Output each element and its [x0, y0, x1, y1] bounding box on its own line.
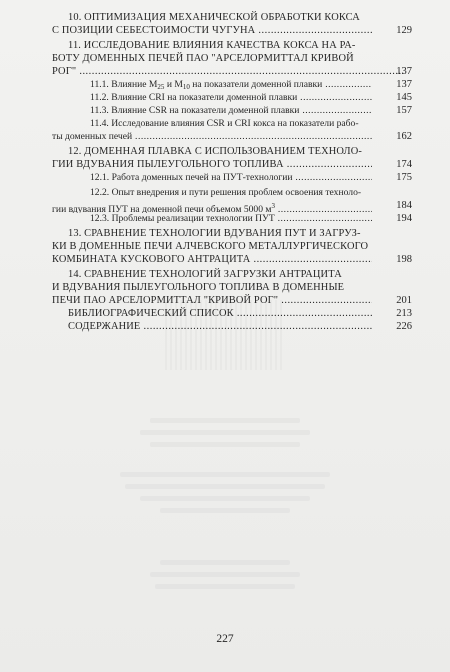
toc-entry — [0, 145, 450, 159]
toc-subentry-title: 12.2. Опыт внедрения и пути решения проблем освоения техноло- — [90, 187, 362, 198]
toc-subentry-title: 12.3. Проблемы реализации технологии ПУТ ..... — [90, 212, 372, 226]
toc-page-number: 198 — [396, 254, 412, 265]
toc-entry-title: 10. ОПТИМИЗАЦИЯ МЕХАНИЧЕСКОЙ ОБРАБОТКИ КОКСА — [68, 12, 360, 23]
show-through-line — [140, 496, 310, 501]
toc-page-number: 194 — [396, 213, 412, 224]
toc-entry-title: БИБЛИОГРАФИЧЕСКИЙ СПИСОК ..... — [68, 307, 372, 321]
show-through-line — [125, 484, 325, 489]
toc-page-number: 175 — [396, 172, 412, 183]
toc-entry-title: РОГ" ..... — [52, 65, 404, 79]
toc-subentry-title: 11.2. Влияние CRI на показатели доменной плавки ..... — [90, 91, 372, 105]
toc-entry — [0, 281, 450, 295]
toc-entry — [0, 39, 450, 53]
toc-entry — [0, 294, 450, 308]
toc-subentry-title: 11.1. Влияние $M_{25}$ и $M_{10}$ на показатели доменной плавки ..... — [90, 78, 372, 92]
toc-subentry — [0, 104, 450, 118]
toc-subentry-title: ты доменных печей ..... — [52, 130, 372, 144]
toc-page-number: 137 — [396, 66, 412, 77]
toc-entry-title: ГИИ ВДУВАНИЯ ПЫЛЕУГОЛЬНОГО ТОПЛИВА ..... — [52, 158, 372, 172]
toc-page-number: 184 — [396, 200, 412, 211]
toc-entry-title: БОТУ ДОМЕННЫХ ПЕЧЕЙ ПАО "АРСЕЛОРМИТТАЛ КРИВОЙ — [52, 53, 354, 64]
toc-entry — [0, 227, 450, 241]
toc-subentry-title: 11.3. Влияние CSR на показатели доменной плавки ..... — [90, 104, 372, 118]
toc-subentry — [0, 117, 450, 131]
show-through-line — [160, 508, 290, 513]
toc-entry-title: 13. СРАВНЕНИЕ ТЕХНОЛОГИИ ВДУВАНИЯ ПУТ И ЗАГРУЗ- — [68, 228, 361, 239]
toc-entry — [0, 158, 450, 172]
toc-page-number: 213 — [396, 308, 412, 319]
show-through-line — [150, 442, 300, 447]
toc-entry — [0, 24, 450, 38]
toc-entry-title: С ПОЗИЦИИ СЕБЕСТОИМОСТИ ЧУГУНА ..... — [52, 24, 372, 38]
toc-entry — [0, 11, 450, 25]
toc-page-number: 174 — [396, 159, 412, 170]
toc-page-number: 129 — [396, 25, 412, 36]
toc-subentry — [0, 130, 450, 144]
toc-entry-title: СОДЕРЖАНИЕ ..... — [68, 320, 372, 334]
toc-subentry-title: 11.4. Исследование влияния CSR и CRI кокса на показатели рабо- — [90, 118, 359, 129]
toc-entry-title: КОМБИНАТА КУСКОВОГО АНТРАЦИТА ..... — [52, 253, 372, 267]
toc-subentry — [0, 212, 450, 226]
toc-subentry — [0, 171, 450, 185]
show-through-line — [150, 418, 300, 423]
toc-entry — [0, 307, 450, 321]
toc-entry-title: И ВДУВАНИЯ ПЫЛЕУГОЛЬНОГО ТОПЛИВА В ДОМЕННЫЕ — [52, 282, 345, 293]
page-number: 227 — [216, 633, 234, 645]
toc-entry — [0, 320, 450, 334]
toc-page-number: 201 — [396, 295, 412, 306]
toc-subentry — [0, 186, 450, 200]
toc-entry — [0, 52, 450, 66]
toc-entry — [0, 240, 450, 254]
show-through-line — [140, 430, 310, 435]
toc-entry-title: 12. ДОМЕННАЯ ПЛАВКА С ИСПОЛЬЗОВАНИЕМ ТЕХНОЛО- — [68, 146, 363, 157]
toc-entry-title: 14. СРАВНЕНИЕ ТЕХНОЛОГИЙ ЗАГРУЗКИ АНТРАЦИТА — [68, 269, 342, 280]
toc-subentry — [0, 91, 450, 105]
toc-entry — [0, 65, 450, 79]
toc-entry — [0, 268, 450, 282]
toc-entry-title: КИ В ДОМЕННЫЕ ПЕЧИ АЛЧЕВСКОГО МЕТАЛЛУРГИЧЕСКОГО — [52, 241, 369, 252]
show-through-line — [160, 560, 290, 565]
toc-subentry — [0, 78, 450, 92]
toc-subentry — [0, 199, 450, 213]
toc-page-number: 157 — [396, 105, 412, 116]
toc-entry-title: 11. ИССЛЕДОВАНИЕ ВЛИЯНИЯ КАЧЕСТВА КОКСА НА РА- — [68, 40, 356, 51]
toc-page-number: 137 — [396, 79, 412, 90]
toc-entry-title: ПЕЧИ ПАО АРСЕЛОРМИТТАЛ "КРИВОЙ РОГ" ..... — [52, 294, 372, 308]
show-through-line — [150, 572, 300, 577]
toc-entry — [0, 253, 450, 267]
toc-subentry-title: 12.1. Работа доменных печей на ПУТ-технологии ..... — [90, 171, 372, 185]
toc-page-number: 145 — [396, 92, 412, 103]
toc-page-number: 162 — [396, 131, 412, 142]
show-through-line — [120, 472, 330, 477]
show-through-line — [155, 584, 295, 589]
toc-subentry-title: гии вдувания ПУТ на доменной печи объемом 5000 $м^3$ ..... — [52, 199, 372, 213]
toc-page-number: 226 — [396, 321, 412, 332]
